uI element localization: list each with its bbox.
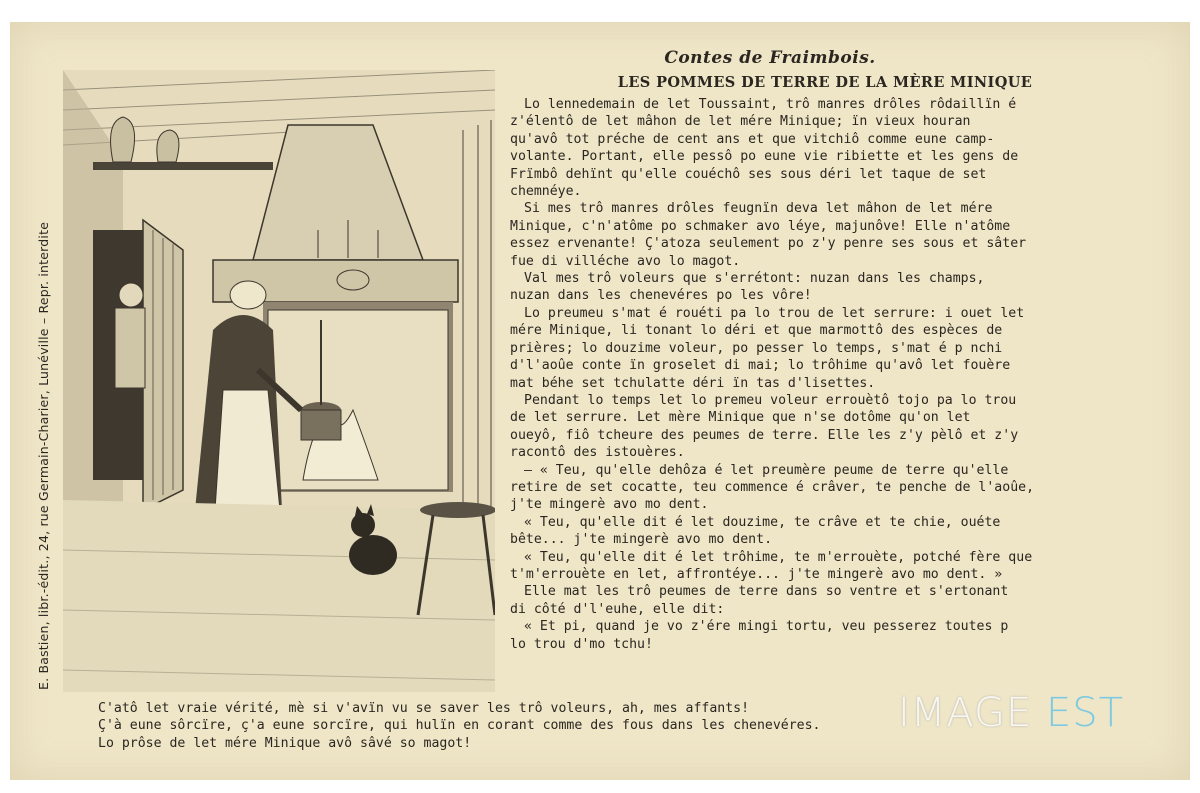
story-line: bête... j'te mingerè avo mo dent. bbox=[510, 532, 773, 548]
story-line: lo trou d'mo tchu! bbox=[510, 636, 653, 652]
story-line: Elle mat les trô peumes de terre dans so ventre et s'ertonant bbox=[524, 584, 1009, 600]
story-line: fue di villéche avo lo magot. bbox=[510, 253, 741, 269]
ending-line: C'atô let vraie vérité, mè si v'avïn vu se saver les trô voleurs, ah, mes affants! bbox=[98, 701, 750, 716]
story-line: Si mes trô manres drôles feugnïn deva let mâhon de let mére bbox=[524, 201, 993, 217]
story-line: Pendant lo temps let lo premeu voleur errouètô tojo pa lo trou bbox=[524, 392, 1017, 408]
image-est-watermark bbox=[898, 690, 1124, 736]
story-line: retire de set cocatte, teu commence é crâver, te penche de l'aoûe, bbox=[510, 479, 1035, 495]
story-line: — « Teu, qu'elle dehôza é let preumère peume de terre qu'elle bbox=[524, 462, 1009, 478]
story-line: t'm'errouète en let, affrontéye... j'te mingerè avo mo dent. » bbox=[510, 566, 1003, 582]
story-line: de let serrure. Let mère Minique que n'se dotôme qu'on let bbox=[510, 410, 971, 426]
story-line: Val mes trô voleurs que s'errétont: nuzan dans les champs, bbox=[524, 271, 985, 287]
story-line: Minique, c'n'atôme po schmaker avo léye, majunôve! Elle n'atôme bbox=[510, 218, 1011, 234]
watermark-est-word: EST bbox=[1045, 690, 1125, 736]
story-line: mére Minique, li tonant lo déri et que marmottô des espèces de bbox=[510, 323, 1003, 339]
story-line: chemnéye. bbox=[510, 184, 582, 200]
publisher-imprint: E. Bastien, libr.-édit., 24, rue Germain-Charier, Lunéville – Repr. interdite bbox=[36, 221, 51, 690]
story-line: Lo preumeu s'mat é rouéti pa lo trou de let serrure: i ouet let bbox=[524, 305, 1025, 321]
story-line: nuzan dans les chenevéres po les vôre! bbox=[510, 288, 812, 304]
story-line: d'l'aoûe conte ïn groselet di mai; lo trôhime qu'avô let fouère bbox=[510, 358, 1011, 374]
story-line: prières; lo douzime voleur, po pesser lo temps, s'mat é p nchi bbox=[510, 340, 1003, 356]
story-line: Frïmbô dehïnt qu'elle couéchô ses sous déri let taque de set bbox=[510, 166, 987, 182]
story-line: essez ervenante! Ç'atoza seulement po z'y penre ses sous et sâter bbox=[510, 236, 1027, 252]
story-line: volante. Portant, elle pessô po eune vie ribiette et les gens de bbox=[510, 149, 1019, 165]
series-title: Contes de Fraimbois. bbox=[664, 48, 876, 68]
story-line: z'élentô de let mâhon de let mére Minique; ïn vieux houran bbox=[510, 114, 971, 130]
watermark-image-word: IMAGE bbox=[898, 690, 1033, 736]
kitchen-illustration bbox=[63, 70, 495, 692]
story-body bbox=[510, 96, 1140, 653]
story-line: mat béhe set tchulatte déri ïn tas d'lisettes. bbox=[510, 375, 876, 391]
story-line: racontô des istouères. bbox=[510, 445, 685, 461]
story-line: Lo lennedemain de let Toussaint, trô manres drôles rôdaillïn é bbox=[524, 97, 1017, 112]
story-line: « Teu, qu'elle dit é let trôhime, te m'errouète, potché fère que bbox=[524, 549, 1033, 565]
story-line: qu'avô tot préche de cent ans et que vitchiô comme eune camp- bbox=[510, 131, 995, 147]
story-line: « Et pi, quand je vo z'ére mingi tortu, veu pesserez toutes p bbox=[524, 619, 1009, 635]
story-line: oueyô, fiô tcheure des peumes de terre. Elle les z'y pèlô et z'y bbox=[510, 427, 1019, 443]
story-title: LES POMMES DE TERRE DE LA MÈRE MINIQUE bbox=[617, 74, 1033, 91]
story-ending bbox=[98, 700, 998, 752]
story-line: j'te mingerè avo mo dent. bbox=[510, 497, 709, 513]
ending-line: Lo prôse de let mére Minique avô sâvé so magot! bbox=[98, 735, 472, 751]
story-line: di côté d'l'euhe, elle dit: bbox=[510, 601, 725, 617]
story-line: « Teu, qu'elle dit é let douzime, te crâve et te chie, ouéte bbox=[524, 514, 1001, 530]
ending-line: Ç'à eune sôrcïre, ç'a eune sorcïre, qui hulïn en corant comme des fous dans les chenevéres. bbox=[98, 718, 821, 734]
